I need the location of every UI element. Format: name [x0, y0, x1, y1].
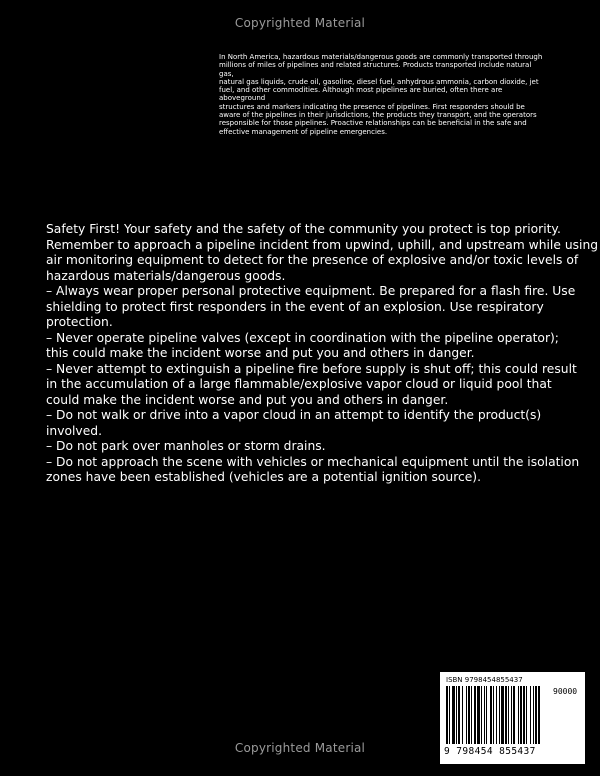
- safety-line: protection.: [46, 315, 113, 329]
- safety-text-block: [46, 222, 599, 486]
- barcode-bar: [538, 686, 540, 744]
- barcode-bar: [530, 686, 531, 744]
- safety-line: involved.: [46, 423, 102, 438]
- barcode-bar: [505, 686, 507, 744]
- safety-line: could make the incident worse and put you and others in danger.: [46, 392, 449, 407]
- barcode-bar: [490, 686, 492, 744]
- barcode-bar: [533, 686, 534, 744]
- safety-line: zones have been established (vehicles are a potential ignition source).: [46, 470, 482, 484]
- safety-line: hazardous materials/dangerous goods.: [46, 268, 286, 283]
- intro-paragraph: [219, 53, 564, 136]
- barcode-bar: [493, 686, 494, 744]
- barcode-bar: [468, 686, 470, 744]
- barcode-bar: [474, 686, 476, 744]
- copyright-watermark-bottom: Copyrighted Material: [234, 741, 366, 755]
- barcode-bar: [481, 686, 482, 744]
- barcode-bar: [523, 686, 525, 744]
- intro-line: aboveground: [219, 94, 266, 103]
- barcode-digits: 9 798454 855437: [444, 746, 536, 757]
- barcode-bar: [486, 686, 487, 744]
- barcode-bar: [496, 686, 497, 744]
- barcode-bar: [477, 686, 480, 744]
- intro-line: millions of miles of pipelines and related structures. Products transported include natural: [219, 61, 532, 70]
- barcode-bar: [446, 686, 448, 744]
- barcode-bar: [449, 686, 450, 744]
- barcode-bar: [526, 686, 527, 744]
- barcode-bar: [501, 686, 504, 744]
- intro-line: aware of the pipelines in their jurisdictions, the products they transport, and the operators: [219, 111, 537, 120]
- barcode-bar: [513, 686, 515, 744]
- intro-line: fuel, and other commodities. Although most pipelines are buried, often there are: [219, 86, 503, 95]
- barcode-bar: [471, 686, 472, 744]
- barcode-bar: [452, 686, 455, 744]
- safety-line: – Do not walk or drive into a vapor cloud in an attempt to identify the product(s): [46, 408, 542, 422]
- safety-line: – Always wear proper personal protective equipment. Be prepared for a flash fire. Use: [46, 284, 576, 298]
- price-code: 90000: [553, 687, 578, 696]
- intro-line: gas,: [219, 69, 234, 78]
- safety-line: in the accumulation of a large flammable/explosive vapor cloud or liquid pool that: [46, 377, 552, 391]
- intro-line: responsible for those pipelines. Proactive relationships can be beneficial in the safe and: [219, 119, 527, 128]
- barcode-bar: [499, 686, 500, 744]
- safety-line: air monitoring equipment to detect for the presence of explosive and/or toxic levels of: [46, 253, 579, 267]
- barcode-bar: [458, 686, 460, 744]
- barcode-bars: [446, 686, 550, 746]
- safety-line: – Do not approach the scene with vehicles or mechanical equipment until the isolation: [46, 454, 580, 469]
- safety-line: Safety First! Your safety and the safety of the community you protect is top priority.: [46, 222, 561, 236]
- copyright-watermark-top: Copyrighted Material: [234, 16, 366, 30]
- safety-line: – Never attempt to extinguish a pipeline fire before supply is shut off; this could result: [46, 361, 577, 376]
- barcode-bar: [508, 686, 509, 744]
- intro-line: natural gas liquids, crude oil, gasoline, diesel fuel, anhydrous ammonia, carbon dioxide, jet: [219, 77, 539, 86]
- intro-line: In North America, hazardous materials/dangerous goods are commonly transported through: [219, 53, 543, 61]
- safety-line: shielding to protect first responders in the event of an explosion. Use respiratory: [46, 299, 544, 314]
- barcode-bar: [466, 686, 467, 744]
- barcode-bar: [511, 686, 512, 744]
- safety-line: Remember to approach a pipeline incident from upwind, uphill, and upstream while using: [46, 237, 599, 252]
- barcode-bar: [535, 686, 537, 744]
- safety-line: this could make the incident worse and put you and others in danger.: [46, 346, 475, 360]
- intro-line: structures and markers indicating the presence of pipelines. First responders should be: [219, 102, 525, 111]
- barcode-bar: [462, 686, 463, 744]
- isbn-label: ISBN 9798454855437: [446, 676, 523, 684]
- intro-line: effective management of pipeline emergencies.: [219, 127, 388, 136]
- barcode-bar: [520, 686, 522, 744]
- barcode-bar: [518, 686, 519, 744]
- barcode-bar: [456, 686, 457, 744]
- safety-line: – Do not park over manholes or storm drains.: [46, 439, 326, 453]
- safety-line: – Never operate pipeline valves (except in coordination with the pipeline operator);: [46, 330, 559, 345]
- barcode-bar: [484, 686, 485, 744]
